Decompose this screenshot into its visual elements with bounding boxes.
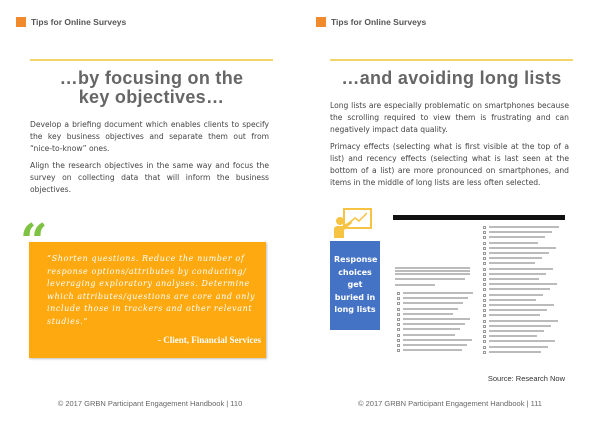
list-checkbox	[397, 308, 400, 311]
list-line	[395, 273, 470, 275]
list-checkbox	[483, 330, 486, 333]
page-header: Tips for Online Surveys	[31, 17, 127, 27]
list-checkbox	[483, 294, 486, 297]
paragraph: Align the research objectives in the same way and focus the survey on collecting data that will inform the business objectives.	[30, 161, 269, 194]
title-line: key objectives…	[78, 87, 225, 107]
header-square-icon	[316, 17, 326, 27]
list-line	[489, 252, 549, 254]
list-line	[489, 314, 540, 316]
list-line	[489, 242, 538, 244]
quote-attribution: - Client, Financial Services	[158, 335, 261, 345]
list-checkbox	[483, 273, 486, 276]
list-checkbox	[483, 314, 486, 317]
list-checkbox	[483, 278, 486, 281]
list-line	[403, 308, 458, 310]
phone-status-bar	[393, 215, 565, 220]
list-line	[489, 278, 539, 280]
list-checkbox	[483, 252, 486, 255]
list-checkbox	[483, 288, 486, 291]
list-line	[403, 323, 465, 325]
list-checkbox	[483, 299, 486, 302]
list-line	[489, 294, 543, 296]
list-line	[489, 320, 558, 322]
list-checkbox	[483, 346, 486, 349]
list-line	[403, 349, 462, 351]
list-line	[403, 292, 473, 294]
list-line	[395, 284, 435, 286]
list-line	[403, 313, 453, 315]
list-line	[489, 288, 550, 290]
body-text	[30, 119, 269, 201]
list-line	[489, 340, 555, 342]
list-checkbox	[397, 302, 400, 305]
list-checkbox	[483, 231, 486, 234]
list-checkbox	[397, 318, 400, 321]
list-line	[489, 268, 553, 270]
list-checkbox	[397, 323, 400, 326]
list-checkbox	[397, 339, 400, 342]
divider	[30, 59, 273, 61]
list-line	[395, 270, 470, 272]
list-checkbox	[397, 344, 400, 347]
list-line	[403, 297, 468, 299]
callout-text: Response choices get buried in long lists	[334, 255, 378, 315]
list-line	[403, 344, 467, 346]
list-checkbox	[483, 268, 486, 271]
list-checkbox	[397, 328, 400, 331]
list-checkbox	[483, 304, 486, 307]
list-line	[403, 334, 455, 336]
source-note: Source: Research Now	[487, 374, 565, 383]
list-line	[403, 302, 463, 304]
title-line: …by focusing on the	[59, 68, 244, 88]
quote-mark-icon: “	[20, 214, 48, 270]
list-line	[489, 335, 537, 337]
list-line	[489, 304, 554, 306]
paragraph: Primacy effects (selecting what is first visible at the top of a list) and recency effects (selecting what is last seen at the bottom of a list) are more pronounced on smartphones, and items in the middle of long lists are less often selected.	[330, 142, 569, 187]
list-line	[489, 351, 541, 353]
list-line	[489, 299, 536, 301]
list-line	[489, 346, 548, 348]
list-line	[489, 309, 547, 311]
list-line	[403, 328, 460, 330]
callout-box	[330, 241, 380, 330]
list-checkbox	[483, 257, 486, 260]
quote-text: “Shorten questions. Reduce the number of response options/attributes by conducting/ leveraging exploratory analyses. Determine which attributes/questions are core and only include those in trackers and other relevant studies.”	[47, 254, 256, 326]
list-checkbox	[483, 283, 486, 286]
list-line	[489, 257, 542, 259]
list-checkbox	[483, 335, 486, 338]
list-line	[403, 339, 472, 341]
presenter-chart-icon	[333, 208, 373, 238]
list-checkbox	[397, 349, 400, 352]
page-footer: © 2017 GRBN Participant Engagement Handbook | 110	[57, 399, 243, 408]
page-header: Tips for Online Surveys	[331, 17, 427, 27]
smartphone-screenshot	[393, 215, 565, 351]
list-checkbox	[483, 242, 486, 245]
list-checkbox	[397, 297, 400, 300]
list-line	[489, 236, 545, 238]
list-checkbox	[483, 262, 486, 265]
list-checkbox	[397, 313, 400, 316]
list-checkbox	[397, 334, 400, 337]
page-title	[30, 69, 273, 107]
list-checkbox	[397, 292, 400, 295]
list-line	[403, 318, 470, 320]
list-checkbox	[483, 325, 486, 328]
list-line	[489, 330, 544, 332]
body-text	[330, 100, 569, 194]
list-line	[395, 278, 465, 280]
list-line	[489, 247, 556, 249]
paragraph: Develop a briefing document which enables clients to specify the key business objectives and separate them out from “nice-to-know” ones.	[30, 120, 269, 153]
page-title: …and avoiding long lists	[341, 68, 562, 88]
list-line	[489, 231, 552, 233]
divider	[330, 59, 573, 61]
list-checkbox	[483, 340, 486, 343]
list-checkbox	[483, 247, 486, 250]
list-checkbox	[483, 236, 486, 239]
list-line	[395, 267, 470, 269]
list-checkbox	[483, 226, 486, 229]
list-checkbox	[483, 351, 486, 354]
list-line	[489, 262, 535, 264]
list-checkbox	[483, 320, 486, 323]
list-line	[489, 226, 559, 228]
list-line	[489, 283, 557, 285]
list-line	[489, 273, 546, 275]
list-line	[489, 325, 551, 327]
header-square-icon	[16, 17, 26, 27]
paragraph: Long lists are especially problematic on smartphones because the scrolling required to view them is frustrating and can negatively impact data quality.	[330, 101, 569, 134]
list-checkbox	[483, 309, 486, 312]
page-footer: © 2017 GRBN Participant Engagement Handbook | 111	[358, 399, 542, 408]
